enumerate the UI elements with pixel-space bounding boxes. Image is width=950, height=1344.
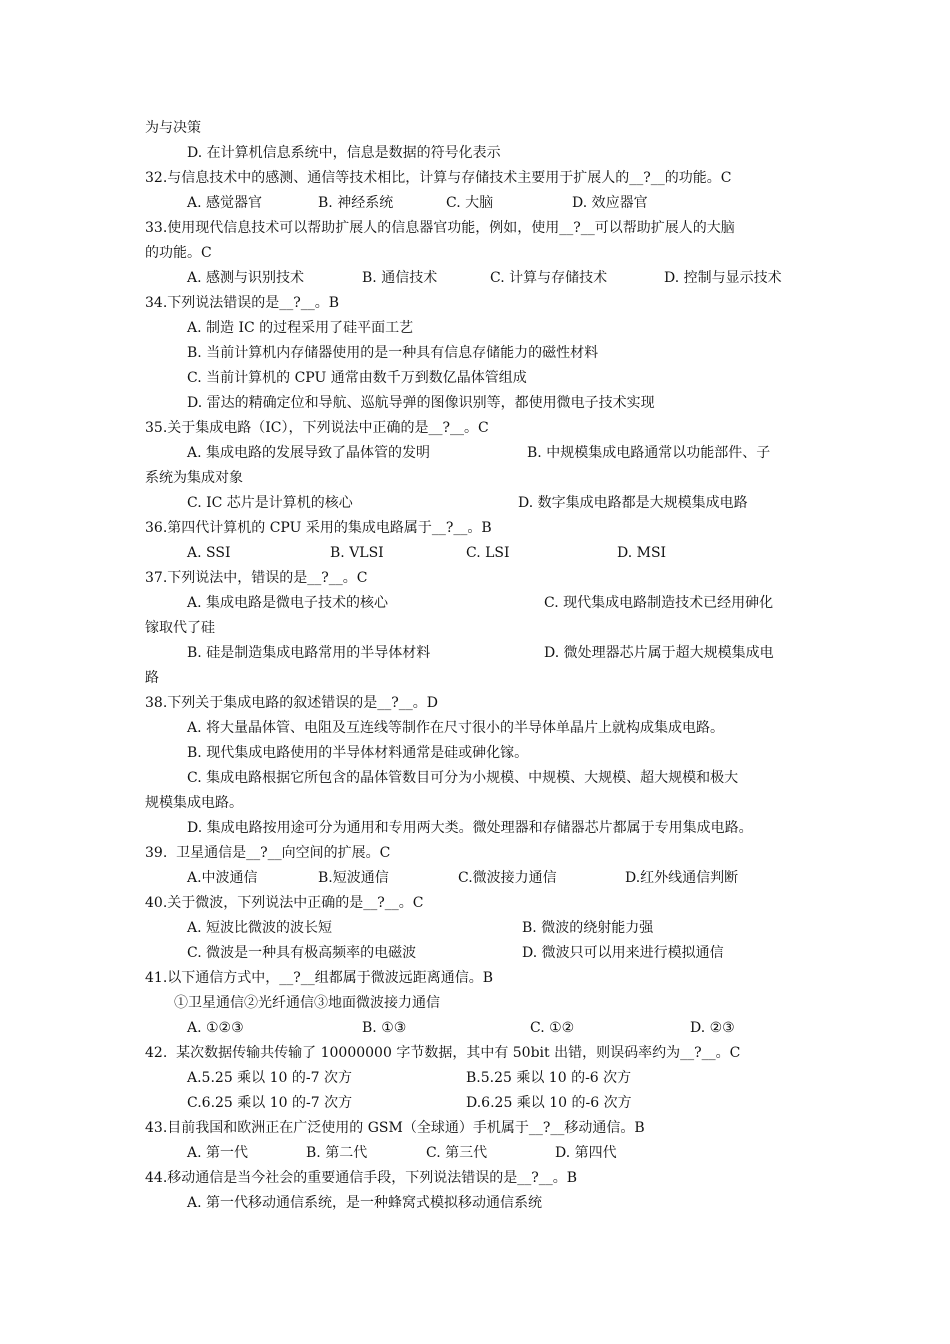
option-c: C. 计算与存储技术 — [490, 270, 608, 286]
option-d: D. MSI — [617, 545, 667, 561]
option-d: D.红外线通信判断 — [625, 870, 739, 886]
option-c: C. 现代集成电路制造技术已经用砷化 — [544, 595, 774, 611]
option-a: A. ①②③ — [187, 1020, 244, 1036]
option-a: A.中波通信 — [187, 870, 258, 886]
option-a: A. 集成电路是微电子技术的核心 — [187, 595, 389, 611]
question-41: 41.以下通信方式中，__?__组都属于微波远距离通信。B — [145, 970, 494, 986]
question-41-items: ①卫星通信②光纤通信③地面微波接力通信 — [174, 995, 440, 1011]
option-d-cont: 路 — [145, 670, 159, 686]
option-b: B. 当前计算机内存储器使用的是一种具有信息存储能力的磁性材料 — [187, 345, 599, 361]
question-38: 38.下列关于集成电路的叙述错误的是__?__。D — [145, 695, 438, 711]
option-c: C.微波接力通信 — [458, 870, 557, 886]
option-d: D. 微处理器芯片属于超大规模集成电 — [544, 645, 774, 661]
question-37: 37.下列说法中，错误的是__?__。C — [145, 570, 368, 586]
option-c: C. IC 芯片是计算机的核心 — [187, 495, 353, 511]
option-a: A. 制造 IC 的过程采用了硅平面工艺 — [187, 320, 414, 336]
option-a: A. 将大量晶体管、电阻及互连线等制作在尺寸很小的半导体单晶片上就构成集成电路。 — [187, 720, 725, 736]
option-b: B.短波通信 — [318, 870, 389, 886]
option-b: B. 现代集成电路使用的半导体材料通常是硅或砷化镓。 — [187, 745, 529, 761]
question-32: 32.与信息技术中的感测、通信等技术相比，计算与存储技术主要用于扩展人的__?__的功能。C — [145, 170, 732, 186]
option-a: A. 短波比微波的波长短 — [187, 920, 333, 936]
option-b: B. 中规模集成电路通常以功能部件、子 — [527, 445, 771, 461]
question-43: 43.目前我国和欧洲正在广泛使用的 GSM（全球通）手机属于__?__移动通信。B — [145, 1120, 645, 1136]
option-b: B. 通信技术 — [362, 270, 438, 286]
question-44: 44.移动通信是当今社会的重要通信手段，下列说法错误的是__?__。B — [145, 1170, 578, 1186]
option-d: D. ②③ — [690, 1020, 735, 1036]
option-c: C. 集成电路根据它所包含的晶体管数目可分为小规模、中规模、大规模、超大规模和极大 — [187, 770, 739, 786]
option-d: D. 第四代 — [555, 1145, 617, 1161]
option-b: B. ①③ — [362, 1020, 407, 1036]
option-a: A.5.25 乘以 10 的-7 次方 — [187, 1070, 352, 1086]
option-b: B. 微波的绕射能力强 — [522, 920, 654, 936]
option-b: B. 硅是制造集成电路常用的半导体材料 — [187, 645, 431, 661]
question-34: 34.下列说法错误的是__?__。B — [145, 295, 340, 311]
option-c: C. 微波是一种具有极高频率的电磁波 — [187, 945, 417, 961]
option-c: C. 第三代 — [426, 1145, 488, 1161]
option-d: D. 雷达的精确定位和导航、巡航导弹的图像识别等，都使用微电子技术实现 — [187, 395, 655, 411]
text-line: 为与决策 — [145, 120, 201, 136]
option-b: B. 第二代 — [306, 1145, 368, 1161]
option-b: B. 神经系统 — [318, 195, 394, 211]
question-36: 36.第四代计算机的 CPU 采用的集成电路属于__?__。B — [145, 520, 492, 536]
question-35: 35.关于集成电路（IC），下列说法中正确的是__?__。C — [145, 420, 489, 436]
option-d: D. 集成电路按用途可分为通用和专用两大类。微处理器和存储器芯片都属于专用集成电路。 — [187, 820, 753, 836]
option-c-cont: 规模集成电路。 — [145, 795, 243, 811]
question-42: 42. 某次数据传输共传输了 10000000 字节数据，其中有 50bit 出错，则误码率约为__?__。C — [145, 1045, 741, 1061]
option-d: D. 在计算机信息系统中，信息是数据的符号化表示 — [187, 145, 501, 161]
option-c: C. 大脑 — [446, 195, 494, 211]
option-d: D.6.25 乘以 10 的-6 次方 — [466, 1095, 632, 1111]
option-a: A. SSI — [187, 545, 231, 561]
option-a: A. 第一代移动通信系统，是一种蜂窝式模拟移动通信系统 — [187, 1195, 543, 1211]
option-c: C. 当前计算机的 CPU 通常由数千万到数亿晶体管组成 — [187, 370, 527, 386]
option-a: A. 集成电路的发展导致了晶体管的发明 — [187, 445, 431, 461]
option-c: C. LSI — [466, 545, 510, 561]
option-d: D. 效应器官 — [572, 195, 648, 211]
option-a: A. 第一代 — [187, 1145, 249, 1161]
option-c-cont: 镓取代了硅 — [145, 620, 215, 636]
option-d: D. 数字集成电路都是大规模集成电路 — [518, 495, 748, 511]
option-c: C. ①② — [530, 1020, 575, 1036]
question-39: 39. 卫星通信是__?__向空间的扩展。C — [145, 845, 391, 861]
option-b-cont: 系统为集成对象 — [145, 470, 243, 486]
option-b: B. VLSI — [330, 545, 384, 561]
option-c: C.6.25 乘以 10 的-7 次方 — [187, 1095, 353, 1111]
option-a: A. 感觉器官 — [187, 195, 263, 211]
option-d: D. 微波只可以用来进行模拟通信 — [522, 945, 724, 961]
option-b: B.5.25 乘以 10 的-6 次方 — [466, 1070, 632, 1086]
question-33-cont: 的功能。C — [145, 245, 212, 261]
option-a: A. 感测与识别技术 — [187, 270, 305, 286]
question-40: 40.关于微波，下列说法中正确的是__?__。C — [145, 895, 424, 911]
option-d: D. 控制与显示技术 — [664, 270, 782, 286]
question-33: 33.使用现代信息技术可以帮助扩展人的信息器官功能，例如，使用__?__可以帮助扩展人的大脑 — [145, 220, 735, 236]
